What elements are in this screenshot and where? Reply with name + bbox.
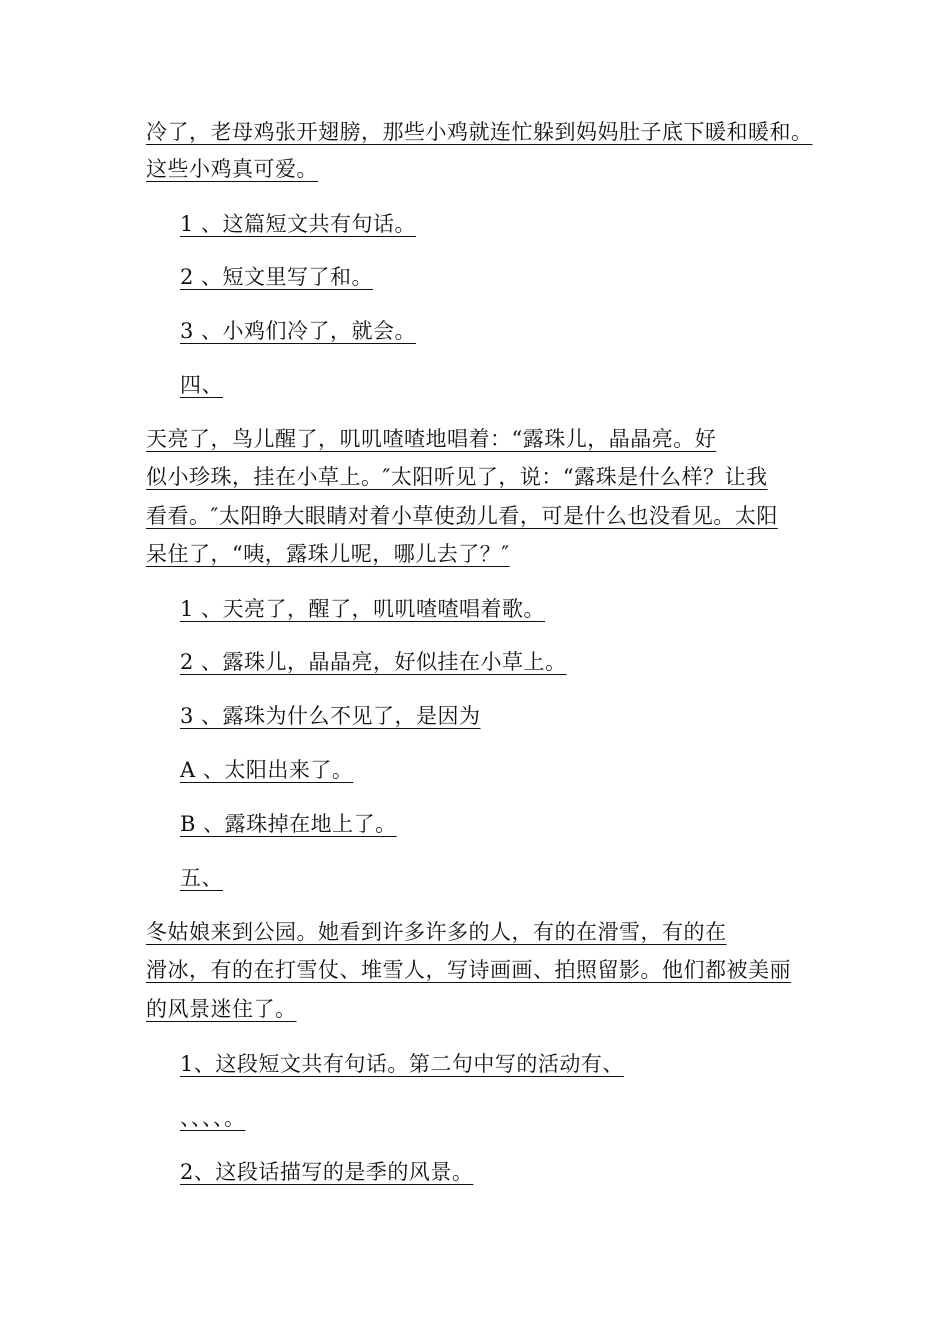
passage-line: 呆住了，“咦，露珠儿呢，哪儿去了？″ (146, 542, 510, 566)
passage-line: 冬姑娘来到公园。她看到许多许多的人，有的在滑雪，有的在 (146, 920, 727, 944)
section-heading: 四、 (180, 373, 223, 397)
passage-line: 滑冰，有的在打雪仗、堆雪人，写诗画画、拍照留影。他们都被美丽 (146, 958, 791, 982)
question-item: 2 、露珠儿，晶晶亮，好似挂在小草上。 (180, 650, 567, 674)
section-heading: 五、 (180, 866, 223, 890)
passage-line: 这些小鸡真可爱。 (146, 157, 318, 181)
passage-line: 的风景迷住了。 (146, 997, 297, 1021)
question-item: 1 、天亮了，醒了，叽叽喳喳唱着歌。 (180, 597, 546, 621)
passage-line: 冷了，老母鸡张开翅膀，那些小鸡就连忙躲到妈妈肚子底下暖和暖和。 (146, 120, 813, 144)
question-item: 3 、露珠为什么不见了，是因为 (180, 704, 481, 728)
answer-option: A 、太阳出来了。 (180, 758, 354, 782)
passage-line: 看看。″太阳睁大眼睛对着小草使劲儿看，可是什么也没看见。太阳 (146, 504, 778, 528)
question-item: 2、这段话描写的是季的风景。 (180, 1160, 474, 1184)
question-item: 3 、小鸡们冷了，就会。 (180, 319, 417, 343)
question-item: 、、、、。 (180, 1106, 246, 1130)
passage-line: 天亮了，鸟儿醒了，叽叽喳喳地唱着：“露珠儿，晶晶亮。好 (146, 427, 717, 451)
question-item: 1 、这篇短文共有句话。 (180, 212, 417, 236)
question-item: 2 、短文里写了和。 (180, 265, 374, 289)
question-item: 1、这段短文共有句话。第二句中写的活动有、 (180, 1052, 624, 1076)
answer-option: B 、露珠掉在地上了。 (180, 812, 397, 836)
passage-line: 似小珍珠，挂在小草上。″太阳听见了，说：“露珠是什么样？让我 (146, 465, 768, 489)
